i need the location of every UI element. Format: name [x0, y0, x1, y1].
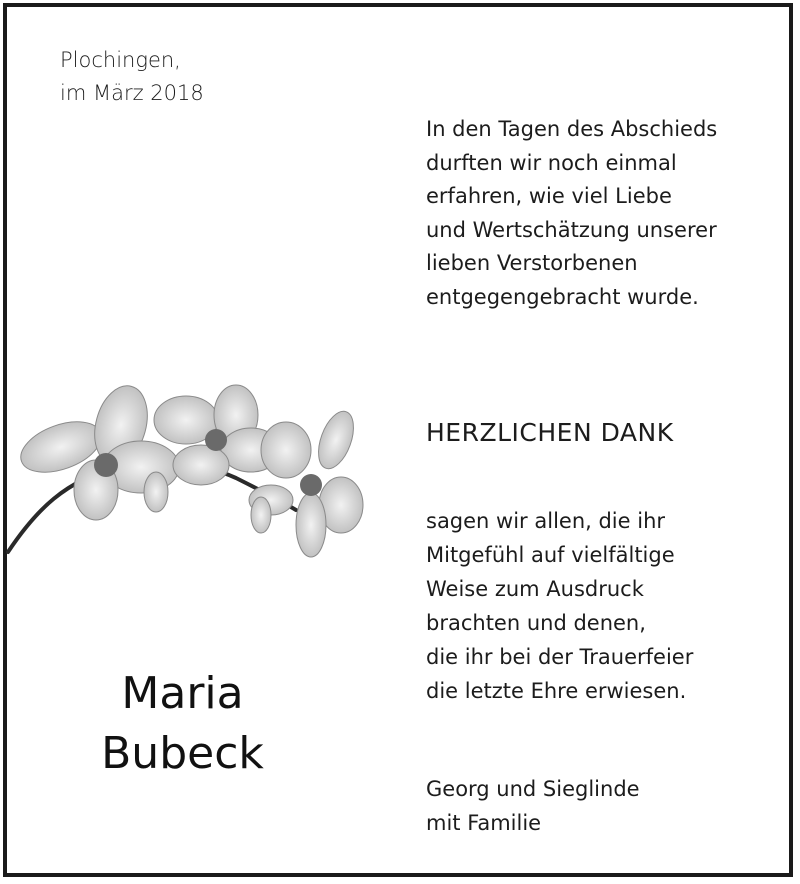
intro-line: lieben Verstorbenen: [426, 251, 638, 276]
deceased-last-name: Bubeck: [101, 728, 264, 779]
message-line: die letzte Ehre erwiesen.: [426, 679, 687, 703]
place-date: [60, 44, 204, 110]
signature: [426, 772, 640, 840]
signature-family: mit Familie: [426, 811, 542, 835]
signature-names: Georg und Sieglinde: [426, 777, 640, 801]
intro-line: erfahren, wie viel Liebe: [426, 184, 672, 209]
date-line: im März 2018: [60, 81, 204, 105]
deceased-first-name: Maria: [121, 668, 244, 719]
intro-line: In den Tagen des Abschieds: [426, 117, 718, 141]
message-line: brachten und denen,: [426, 611, 646, 635]
message-line: Weise zum Ausdruck: [426, 577, 644, 601]
message-paragraph: [426, 504, 693, 708]
intro-line: und Wertschätzung unserer: [426, 217, 717, 242]
message-line: die ihr bei der Trauerfeier: [426, 645, 694, 669]
deceased-name: [60, 664, 305, 784]
place-line: Plochingen,: [60, 48, 181, 72]
orchid-branch-icon: [6, 380, 366, 580]
intro-line: entgegengebracht wurde.: [426, 284, 699, 309]
thanks-heading: HERZLICHEN DANK: [426, 418, 674, 447]
message-line: sagen wir allen, die ihr: [426, 509, 666, 533]
intro-paragraph: [426, 113, 717, 315]
intro-line: durften wir noch einmal: [426, 150, 677, 175]
message-line: Mitgefühl auf vielfältige: [426, 543, 675, 567]
